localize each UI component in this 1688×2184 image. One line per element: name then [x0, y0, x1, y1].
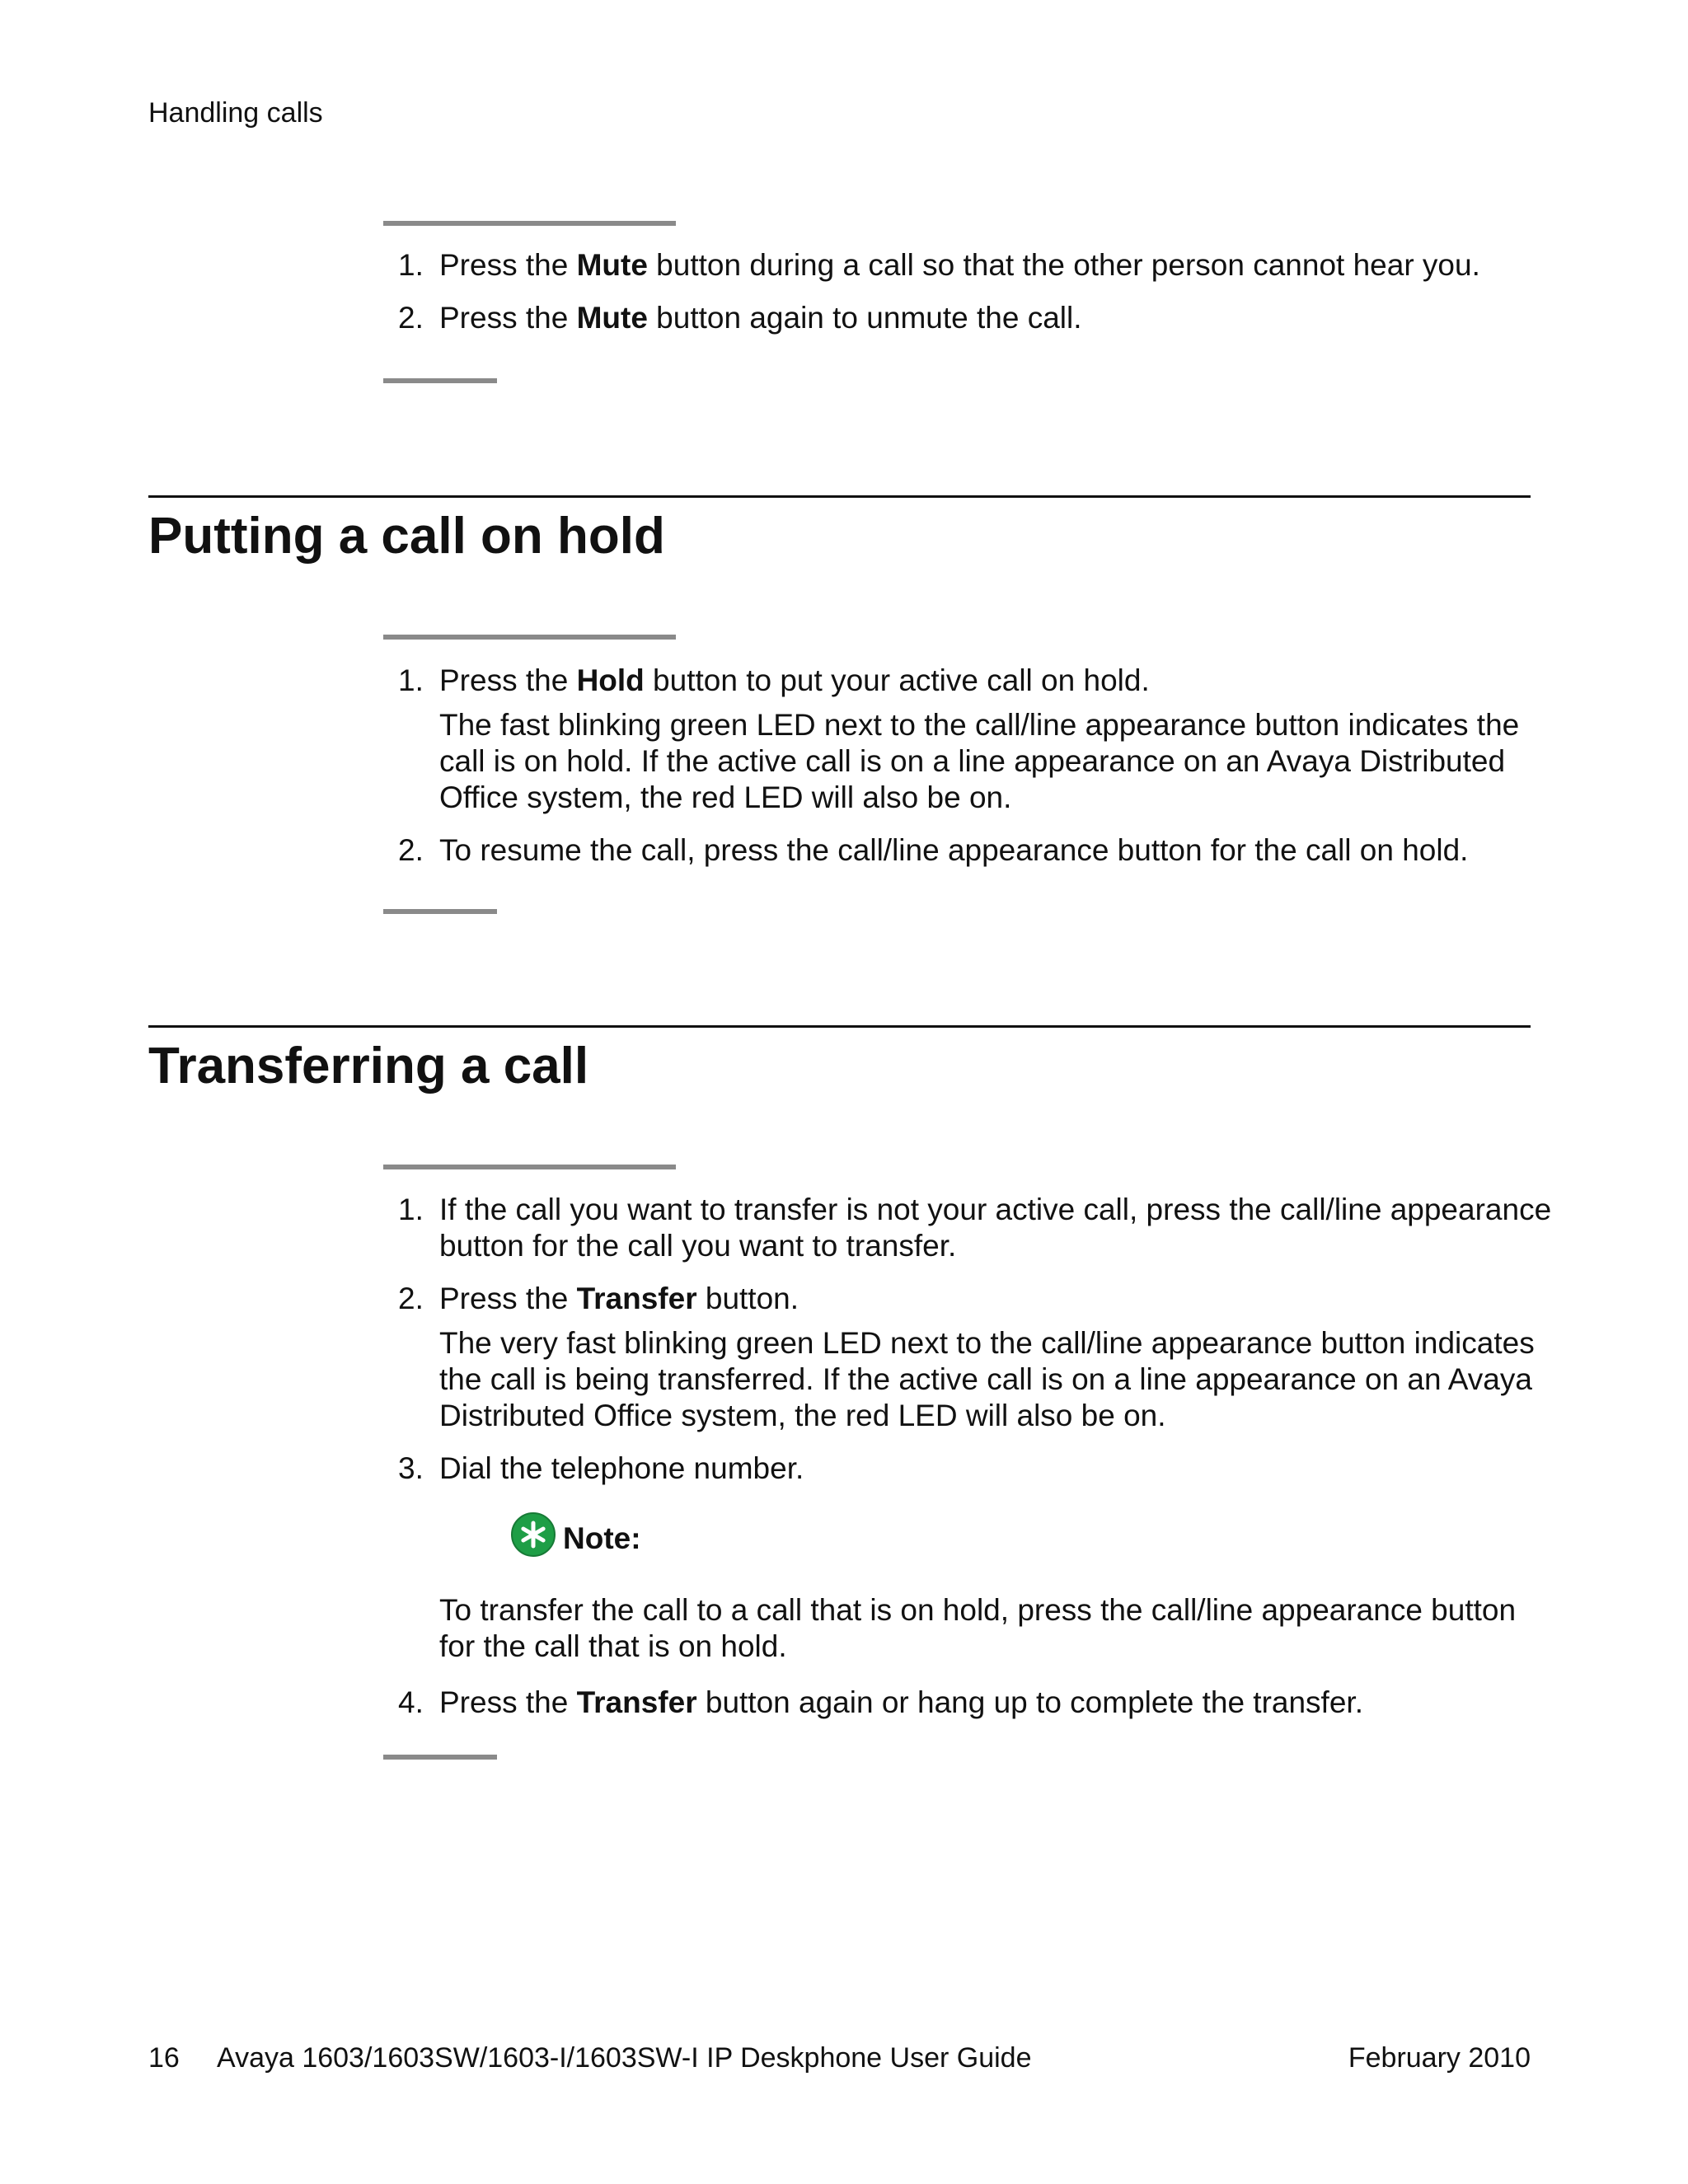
list-item: [383, 1685, 1554, 1721]
procedure-start-bar: [383, 221, 676, 226]
step-number: 3.: [398, 1451, 424, 1485]
running-header: Handling calls: [148, 97, 323, 129]
note-block: [439, 1511, 1554, 1665]
step-number: 1.: [398, 248, 424, 282]
note-text: To transfer the call to a call that is on hold, press the call/line appearance button for the call that is on hold.: [439, 1593, 1517, 1663]
mute-steps: [383, 247, 1554, 353]
step-number: 1.: [398, 1193, 424, 1226]
list-item: [383, 1192, 1554, 1264]
section-rule: [148, 1025, 1531, 1028]
step-text: Press the Mute button during a call so that the other person cannot hear you.: [439, 248, 1480, 282]
step-text: Press the Hold button to put your active call on hold.: [439, 663, 1150, 697]
procedure-end-bar: [383, 909, 497, 914]
step-text: If the call you want to transfer is not your active call, press the call/line appearance button for the call you want to transfer.: [439, 1193, 1552, 1263]
ui-term: Mute: [576, 248, 648, 282]
step-number: 1.: [398, 663, 424, 697]
ui-term: Hold: [576, 663, 645, 697]
procedure-start-bar: [383, 1165, 676, 1169]
step-text: Press the Transfer button again or hang up to complete the transfer.: [439, 1685, 1363, 1719]
procedure-start-bar: [383, 635, 676, 640]
step-number: 4.: [398, 1685, 424, 1719]
procedure-end-bar: [383, 378, 497, 383]
step-number: 2.: [398, 301, 424, 335]
step-info: The fast blinking green LED next to the call/line appearance button indicates the call is on hold. If the active call is on a line appearance on an Avaya Distributed Office system, the red LED will also be on.: [439, 708, 1520, 814]
ui-term: Transfer: [576, 1282, 697, 1315]
hold-steps: [383, 663, 1554, 885]
list-item: [383, 1451, 1554, 1665]
note-label: Note:: [563, 1521, 641, 1555]
list-item: [383, 247, 1554, 284]
step-text: To resume the call, press the call/line appearance button for the call on hold.: [439, 833, 1469, 867]
note-header: [510, 1511, 1554, 1566]
transfer-steps: [383, 1192, 1554, 1737]
list-item: [383, 663, 1554, 816]
list-item: [383, 1281, 1554, 1434]
step-text: Press the Mute button again to unmute the call.: [439, 301, 1082, 335]
section-title-hold: Putting a call on hold: [148, 508, 665, 565]
list-item: [383, 832, 1554, 869]
footer-date: February 2010: [1348, 2042, 1531, 2074]
step-text: Press the Transfer button.: [439, 1282, 799, 1315]
ui-term: Mute: [576, 301, 648, 335]
step-number: 2.: [398, 1282, 424, 1315]
page-number: 16: [148, 2042, 180, 2074]
ui-term: Transfer: [576, 1685, 697, 1719]
step-info: The very fast blinking green LED next to the call/line appearance button indicates the call is being transferred. If the active call is on a line appearance on an Avaya Distributed Office system, the red LED will also be on.: [439, 1326, 1535, 1432]
procedure-end-bar: [383, 1755, 497, 1760]
section-rule: [148, 495, 1531, 498]
step-text: Dial the telephone number.: [439, 1451, 804, 1485]
section-title-transfer: Transferring a call: [148, 1038, 589, 1094]
green-asterisk-note-icon: [510, 1511, 556, 1566]
footer-doc-title: Avaya 1603/1603SW/1603-I/1603SW-I IP Deskphone User Guide: [217, 2042, 1032, 2074]
list-item: [383, 300, 1554, 336]
step-number: 2.: [398, 833, 424, 867]
